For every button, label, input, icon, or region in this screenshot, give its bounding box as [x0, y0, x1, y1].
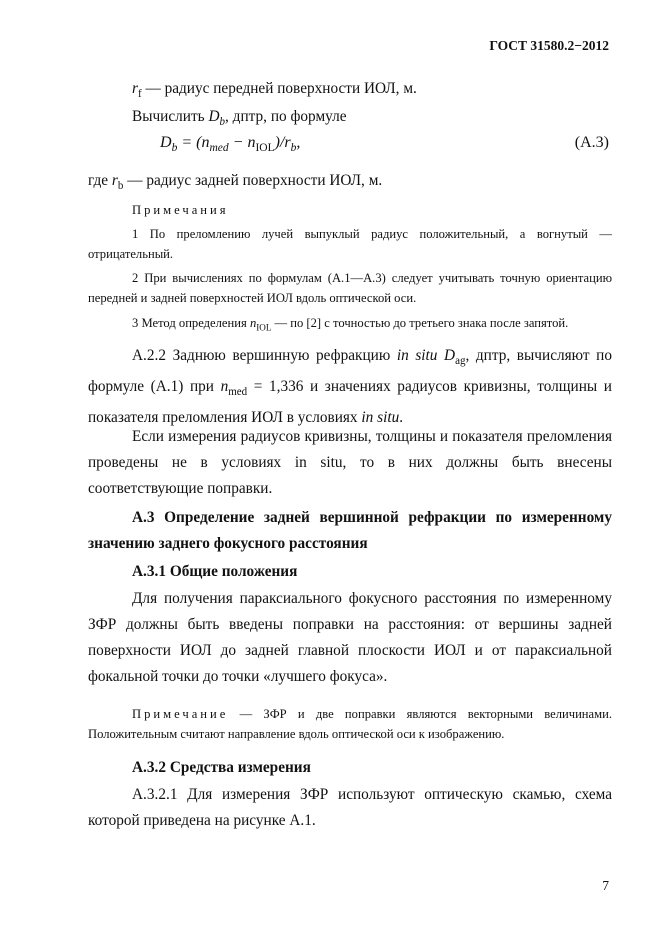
document-header: ГОСТ 31580.2−2012: [489, 38, 609, 53]
note-1: 1 По преломлению лучей выпуклый радиус положительный, а вогнутый — отрицательный.: [88, 227, 612, 261]
paragraph-a321: А.3.2.1 Для измерения ЗФР используют оптическую скамью, схема которой приведена на рисунке А.1.: [88, 786, 612, 829]
calc-instruction: Вычислить $D_b$, дптр, по формуле: [132, 108, 347, 129]
note-2: 2 При вычислениях по формулам (А.1—А.3) следует учитывать точную ориентацию передней и задней поверхностей ИОЛ вдоль оптической оси.: [88, 271, 612, 305]
note-text: — ЗФР и две поправки являются векторными величинами. Положительным считают направление вдоль оптической оси к изображению.: [88, 707, 612, 741]
formula-number: (А.3): [574, 134, 609, 151]
rf-definition: $r_f$ — радиус передней поверхности ИОЛ, м.: [132, 80, 417, 101]
heading-a32: А.3.2 Средства измерения: [132, 759, 311, 776]
formula-a3: $D_b = (n_{med} - n_{IOL})/r_b$,: [160, 134, 301, 155]
rb-definition: где $r_b$ — радиус задней поверхности ИОЛ, м.: [88, 172, 383, 193]
paragraph-a22: А.2.2 Заднюю вершинную рефракцию in situ $D_{ag}$, дптр, вычисляют по формуле (А.1) при $n_{med} = 1,336$ и значениях радиусов кривизны, толщины и показателя преломления ИОЛ в условиях in situ.: [88, 347, 612, 427]
paragraph-if: Если измерения радиусов кривизны, толщины и показателя преломления проведены не в условиях in situ, то в них должны быть внесены соответствующие поправки.: [88, 428, 612, 497]
paragraph-a31: Для получения параксиального фокусного расстояния по измеренному ЗФР должны быть введены поправки на расстояния: от вершины задней поверхности ИОЛ до задней главной плоскости ИОЛ и от параксиальной фокальной точки до точки «лучшего фокуса».: [88, 590, 612, 685]
heading-a31: А.3.1 Общие положения: [132, 563, 298, 580]
page-number: 7: [602, 878, 609, 893]
note-single: [88, 704, 612, 744]
heading-a3: А.3 Определение задней вершинной рефракции по измеренному значению заднего фокусного расстояния: [88, 509, 612, 552]
note-label: Примечание: [132, 707, 229, 721]
note-3: 3 Метод определения $n_{IOL}$ — по [2] с точностью до третьего знака после запятой.: [132, 316, 569, 333]
notes-title: Примечания: [132, 203, 229, 217]
